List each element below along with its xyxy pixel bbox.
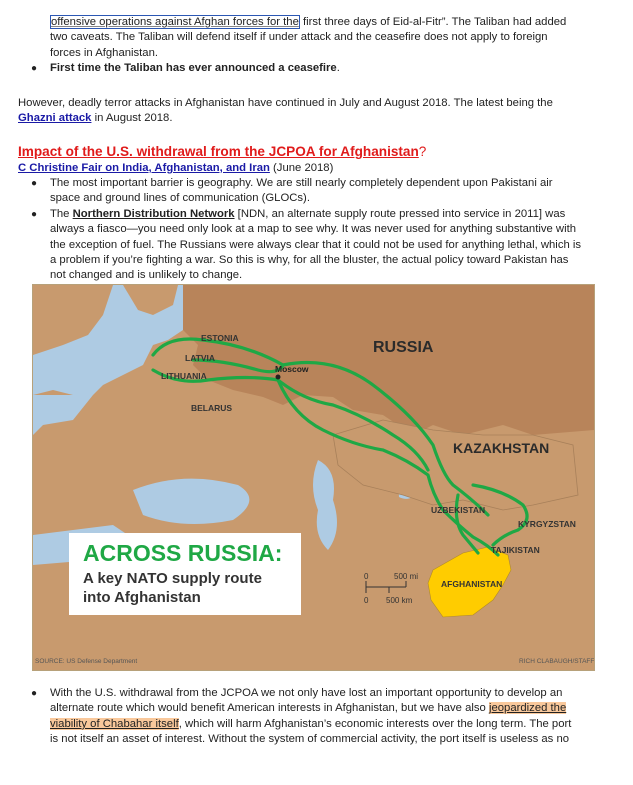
bullet-icon: ●	[31, 208, 38, 220]
list-item	[0, 207, 633, 284]
list-item	[0, 176, 633, 207]
bullet-icon: ●	[31, 63, 38, 75]
bullet-list	[0, 176, 633, 284]
bullet-icon: ●	[31, 688, 38, 699]
text-line: , which will harm Afghanistan’s economic interests over the long term. The port	[178, 717, 572, 730]
text-line: With the U.S. withdrawal from the JCPOA we not only have lost an important opportunity to develop an	[50, 687, 563, 699]
heading-link[interactable]: Impact of the U.S. withdrawal from the JCPOA for Afghanistan	[18, 144, 419, 159]
scale-km-label: 500 km	[386, 596, 413, 605]
label-tajikistan: TAJIKISTAN	[491, 545, 540, 555]
label-kyrgyzstan: KYRGYZSTAN	[518, 519, 576, 529]
label-belarus: BELARUS	[191, 403, 233, 413]
text-line: the exception of fuel. The Russians were always clear that it could not be used for anything lethal, which is	[50, 238, 582, 251]
source-line	[18, 161, 618, 176]
label-russia: RUSSIA	[373, 339, 434, 356]
text-line: first three days of Eid-al-Fitr”. The Taliban had added	[299, 16, 567, 28]
text-line: [NDN, an alternate supply route pressed into service in 2011] was	[234, 207, 566, 220]
text-line: not changed and is unlikely to change.	[50, 269, 243, 282]
text-line: The	[50, 207, 73, 220]
black-sea	[133, 479, 249, 524]
section-heading	[18, 144, 618, 159]
map-credit: RICH CLABAUGH/STAFF	[519, 658, 594, 665]
map-title: ACROSS RUSSIA:	[83, 540, 283, 566]
text-line: .	[336, 62, 340, 75]
map-subtitle-2: into Afghanistan	[83, 589, 201, 606]
text-line: The most important barrier is geography. We are still nearly completely dependent upon Pakistani air	[50, 177, 553, 189]
text-line: two caveats. The Taliban will defend itself if under attack and the ceasefire does not apply to foreign	[50, 31, 548, 44]
text-line: is not itself an asset of interest. Without the system of commercial activity, the port itself is useless as no	[50, 733, 570, 746]
label-uzbekistan: UZBEKISTAN	[431, 505, 486, 515]
bottom-bullet	[0, 686, 633, 748]
paragraph-attacks	[18, 96, 618, 127]
scale-km-zero: 0	[364, 596, 369, 605]
source-date: (June 2018)	[269, 162, 334, 174]
text-line: space and ground lines of communication (GLOCs).	[50, 192, 310, 205]
text-line: always a fiasco—you need only look at a map to see why. It was never used for anything substantive with	[50, 223, 577, 236]
label-estonia: ESTONIA	[201, 333, 239, 343]
continued-paragraph	[0, 15, 633, 61]
map-subtitle-1: A key NATO supply route	[83, 570, 262, 587]
supply-route-map	[32, 284, 595, 671]
scale-mi-zero: 0	[364, 572, 369, 581]
label-latvia: LATVIA	[185, 353, 216, 363]
label-afghanistan: AFGHANISTAN	[441, 579, 503, 589]
text-line: in August 2018.	[91, 112, 173, 125]
scale-mi-label: 500 mi	[394, 572, 419, 581]
list-item	[0, 686, 633, 748]
text-line: However, deadly terror attacks in Afghanistan have continued in July and August 2018. The latest being the	[18, 97, 553, 109]
highlighted-text: viability of Chabahar itself	[50, 717, 179, 730]
text-line: alternate route which would benefit American interests in Afghanistan, but we have also	[50, 702, 489, 715]
label-moscow: Moscow	[275, 364, 309, 374]
text-line: forces in Afghanistan.	[50, 46, 159, 59]
ghazni-attack-link[interactable]: Ghazni attack	[18, 112, 92, 125]
moscow-dot	[276, 375, 281, 380]
top-block	[0, 15, 633, 77]
bold-text: First time the Taliban has ever announced a ceasefire	[50, 62, 337, 75]
source-link[interactable]: C Christine Fair on India, Afghanistan, and Iran	[18, 162, 270, 174]
label-lithuania: LITHUANIA	[161, 371, 207, 381]
highlighted-text: jeopardized the	[488, 702, 567, 715]
text-line: a problem if you’re fighting a war. So this is why, for all the bluster, the actual policy toward Pakistan has	[50, 254, 569, 267]
list-item	[0, 61, 633, 76]
boxed-text: offensive operations against Afghan forces for the	[51, 16, 299, 28]
bullet-icon: ●	[31, 178, 38, 189]
map-source: SOURCE: US Defense Department	[35, 658, 138, 665]
heading-question-mark: ?	[418, 144, 427, 159]
ndn-link[interactable]: Northern Distribution Network	[72, 207, 235, 220]
label-kazakhstan: KAZAKHSTAN	[453, 440, 550, 456]
